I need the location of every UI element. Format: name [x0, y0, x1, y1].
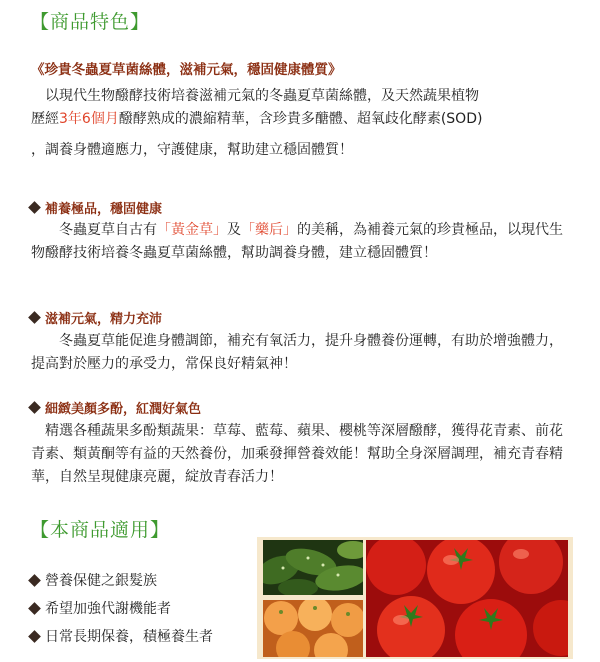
feature-text: 及	[227, 222, 241, 238]
diamond-bullet-icon	[28, 574, 41, 587]
suitable-item-text: 日常長期保養，積極養生者	[45, 629, 213, 645]
cucumber-photo	[263, 540, 363, 595]
diamond-bullet-icon	[28, 602, 41, 615]
feature-text-2: 冬蟲夏草能促進身體調節，補充有氧活力，提升身體養份運轉，有助於增強體力，提高對於壓力的承受力，常保良好精氣神！	[31, 333, 563, 372]
tangerine-photo	[263, 600, 363, 657]
intro-text: 醱酵熟成的濃縮精華，含珍貴多醣體、超氧歧化酵素(SOD)	[118, 111, 483, 127]
tomato-image	[366, 540, 568, 657]
section-title-features: 【商品特色】	[30, 11, 151, 33]
product-quote: 《珍貴冬蟲夏草菌絲體，滋補元氣，穩固健康體質》	[31, 62, 342, 78]
intro-text: 歷經	[31, 111, 59, 127]
feature-heading-text: 滋補元氣，精力充沛	[45, 312, 163, 327]
suitable-item-1	[30, 570, 157, 590]
tomato-photo	[366, 540, 568, 657]
golden-grass-highlight: 「黃金草」	[157, 222, 227, 238]
feature-heading-2	[27, 308, 162, 327]
diamond-bullet-icon	[28, 630, 41, 643]
feature-text-1	[31, 219, 576, 265]
feature-heading-text: 細緻美顏多酚，紅潤好氣色	[45, 402, 202, 417]
feature-text: 的美稱，為補養元氣的珍貴極品，以現代生物醱酵技術培養冬蟲夏草菌絲體，幫助調養身體，建立穩固體質！	[31, 222, 563, 261]
intro-line-3: ，調養身體適應力，守護健康，幫助建立穩固體質！	[31, 142, 353, 158]
tangerine-image	[263, 600, 363, 657]
diamond-bullet-icon	[28, 201, 41, 214]
suitable-item-text: 營養保健之銀髮族	[45, 573, 157, 589]
cucumber-image	[263, 540, 363, 595]
feature-text-3: 精選各種蔬果多酚類蔬果：草莓、藍莓、蘋果、櫻桃等深層醱酵，獲得花青素、前花青素、類黃酮等有益的天然養份，加乘發揮營養效能！幫助全身深層調理，補充青春精華，自然呈現健康亮麗，綻放青春活力！	[31, 423, 563, 485]
feature-heading-3	[27, 398, 201, 417]
intro-line-2	[31, 108, 576, 131]
feature-heading-1	[27, 198, 162, 217]
feature-text: 冬蟲夏草自古有	[59, 222, 157, 238]
suitable-item-2	[30, 598, 171, 618]
diamond-bullet-icon	[28, 311, 41, 324]
suitable-item-3	[30, 626, 213, 646]
intro-paragraph	[31, 85, 576, 162]
feature-heading-text: 補養極品，穩固健康	[45, 202, 163, 217]
intro-line-1: 以現代生物醱酵技術培養滋補元氣的冬蟲夏草菌絲體，及天然蔬果植物	[45, 88, 479, 104]
aging-period-highlight: 3年6個月	[59, 111, 119, 127]
suitable-item-text: 希望加強代謝機能者	[45, 601, 171, 617]
section-title-suitable: 【本商品適用】	[30, 519, 171, 541]
queen-of-medicine-highlight: 「藥后」	[241, 222, 297, 238]
diamond-bullet-icon	[28, 401, 41, 414]
